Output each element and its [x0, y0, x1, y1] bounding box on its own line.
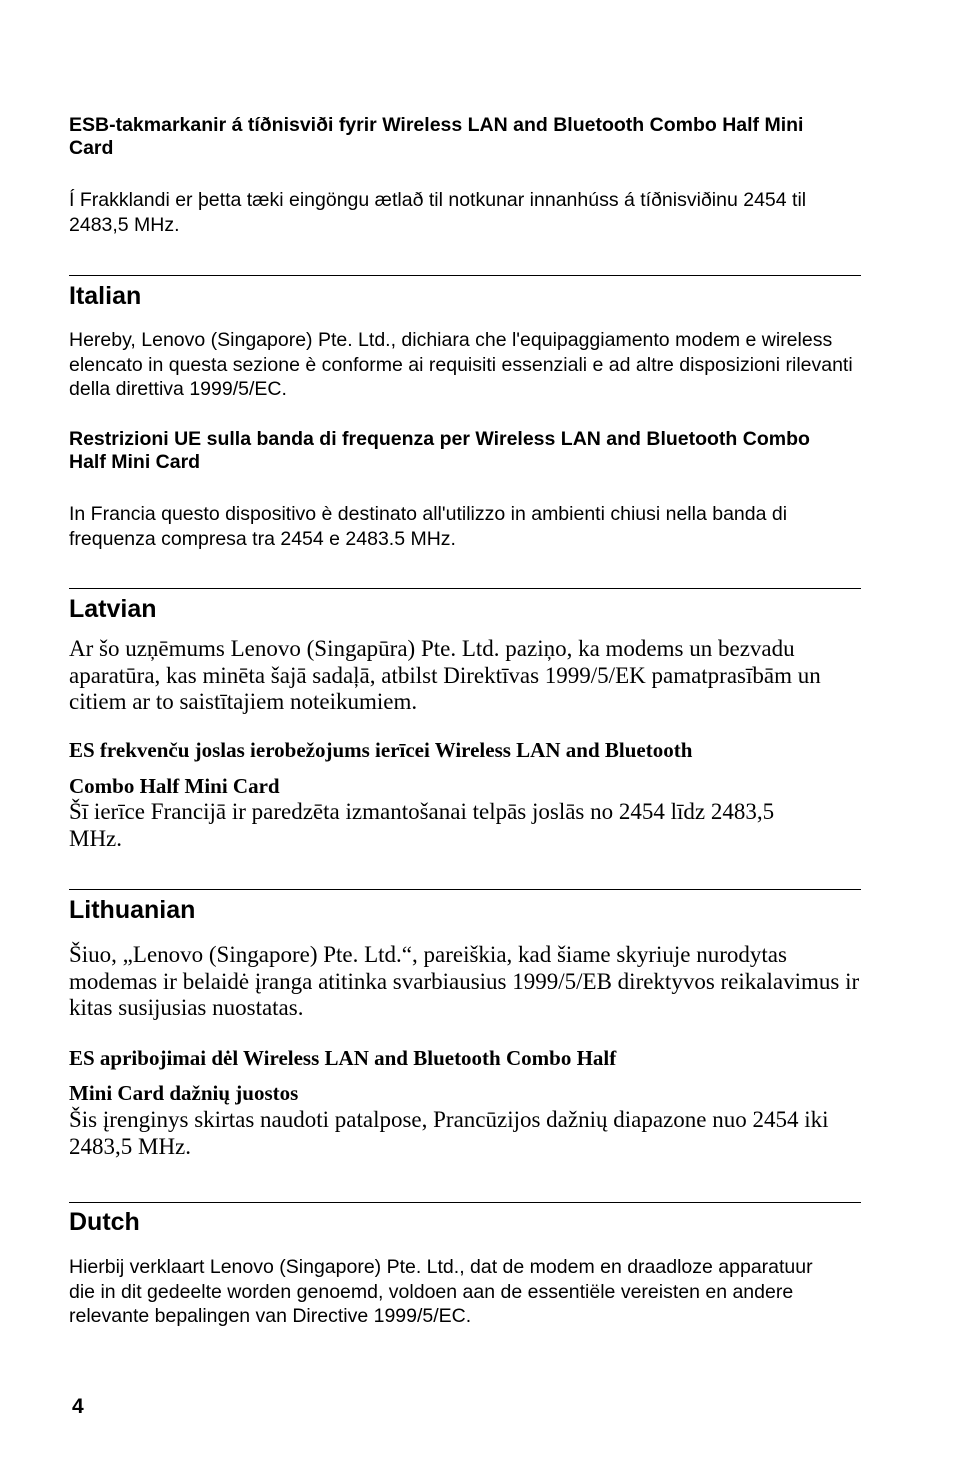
section-divider [69, 1202, 861, 1203]
page-number: 4 [72, 1395, 84, 1418]
dutch-declaration: Hierbij verklaart Lenovo (Singapore) Pte. Ltd., dat de modem en draadloze apparatuur die in dit gedeelte worden genoemd, voldoen aan de essentiële vereisten en andere relevante bepalingen van Directive 1999/5/EC. [69, 1256, 813, 1327]
italian-restriction-text: In Francia questo dispositivo è destinato all'utilizzo in ambienti chiusi nella banda di frequenza compresa tra 2454 e 2483.5 MHz. [69, 503, 788, 550]
lithuanian-restriction-heading-line2: Mini Card dažnių juostos [69, 1081, 299, 1105]
lithuanian-declaration: Šiuo, „Lenovo (Singapore) Pte. Ltd.“, pareiškia, kad šiame skyriuje nurodytas modemas ir belaidė įranga atitinka svarbiausius 1999/5/EB direktyvos reikalavimus ir kitas susijusias nuostatas. [69, 942, 860, 1020]
lithuanian-section-title: Lithuanian [69, 896, 196, 924]
dutch-section-title: Dutch [69, 1208, 140, 1236]
latvian-restriction-text: Šī ierīce Francijā ir paredzēta izmantošanai telpās joslās no 2454 līdz 2483,5 MHz. [69, 799, 775, 851]
lithuanian-restriction-heading-line1: ES apribojimai dėl Wireless LAN and Bluetooth Combo Half [69, 1046, 617, 1070]
latvian-declaration: Ar šo uzņēmums Lenovo (Singapūra) Pte. Ltd. paziņo, ka modems un bezvadu aparatūra, kas minēta šajā sadaļā, atbilst Direktīvas 1999/5/EK pamatprasībām un citiem ar to saistītajiem noteikumiem. [69, 636, 821, 714]
icelandic-restriction-text: Í Frakklandi er þetta tæki eingöngu ætlað til notkunar innanhúss á tíðnisviðinu 2454 til 2483,5 MHz. [69, 189, 807, 236]
section-divider [69, 588, 861, 589]
latvian-restriction-heading-line1: ES frekvenču joslas ierobežojums ierīcei Wireless LAN and Bluetooth [69, 738, 693, 762]
latvian-restriction-heading-line2: Combo Half Mini Card [69, 774, 280, 798]
section-divider [69, 889, 861, 890]
icelandic-restriction-heading: ESB-takmarkanir á tíðnisviði fyrir Wireless LAN and Bluetooth Combo Half Mini Card [69, 114, 804, 159]
lithuanian-restriction-text: Šis įrenginys skirtas naudoti patalpose, Prancūzijos dažnių diapazone nuo 2454 iki 2483,5 MHz. [69, 1107, 829, 1159]
latvian-section-title: Latvian [69, 595, 157, 623]
section-divider [69, 275, 861, 276]
italian-section-title: Italian [69, 282, 142, 310]
italian-restriction-heading: Restrizioni UE sulla banda di frequenza per Wireless LAN and Bluetooth Combo Half Mini Card [69, 428, 810, 473]
italian-declaration: Hereby, Lenovo (Singapore) Pte. Ltd., dichiara che l'equipaggiamento modem e wireless elencato in questa sezione è conforme ai requisiti essenziali e ad altre disposizioni rilevanti della direttiva 1999/5/EC. [69, 329, 853, 400]
